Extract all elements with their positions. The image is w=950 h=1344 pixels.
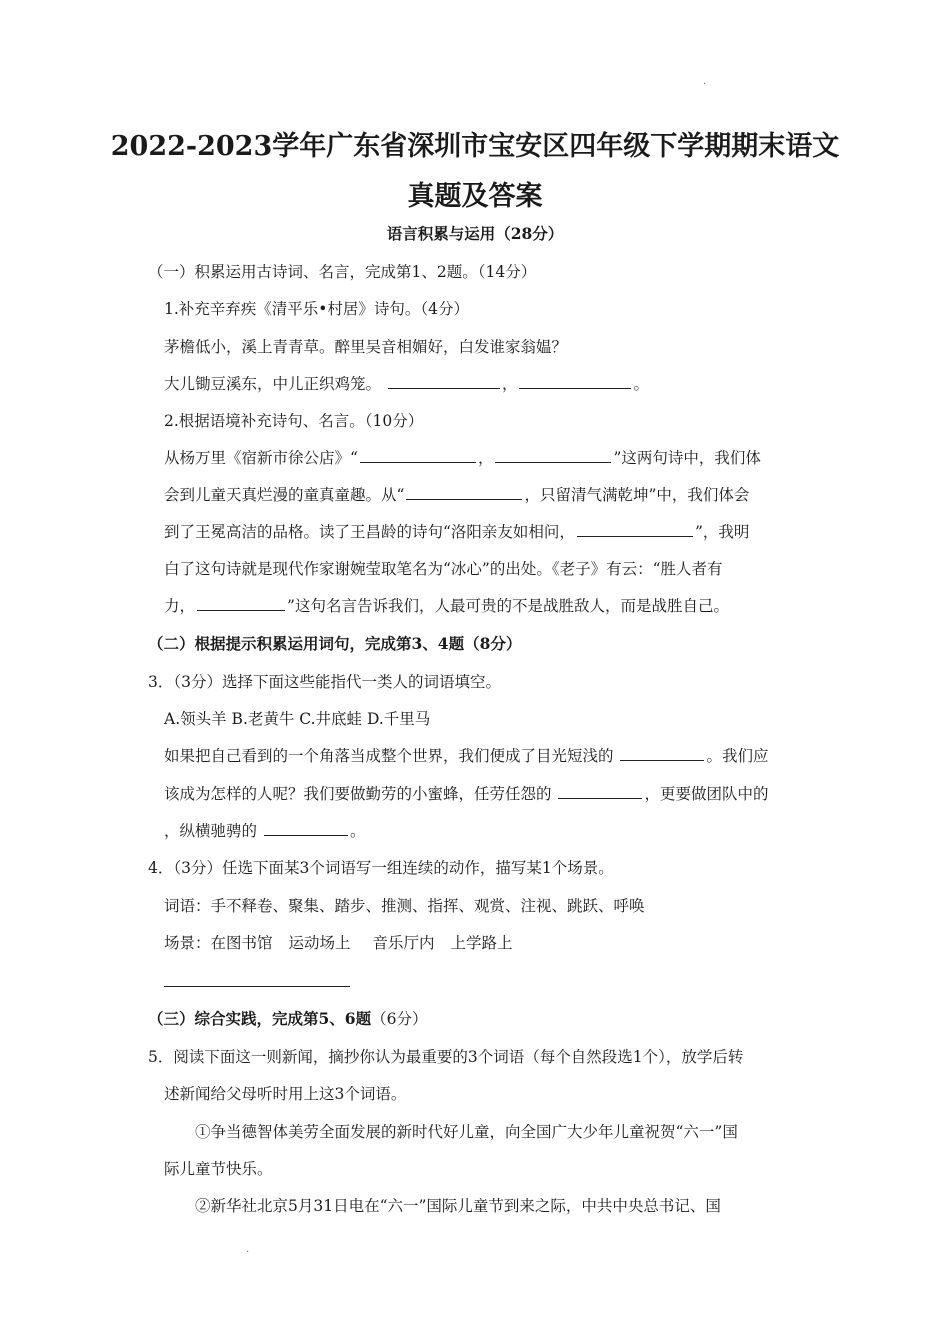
question-3-options: A.领头羊 B.老黄牛 C.井底蛙 D.千里马	[164, 710, 431, 728]
part1-heading: （一）积累运用古诗词、名言，完成第1、2题。（14分）	[148, 263, 537, 281]
q2-line-3-a: 到了王冕高洁的品格。读了王昌龄的诗句“洛阳亲友如相问，	[164, 523, 575, 541]
q3-line-2-b: ，更要做团队中的	[644, 785, 769, 803]
q2-line-5-b: ”这句名言告诉我们，人最可贵的不是战胜敌人，而是战胜自己。	[287, 597, 729, 615]
q2-line-1	[164, 448, 761, 468]
answer-blank[interactable]	[406, 485, 522, 500]
question-5-line-1: 5．阅读下面这一则新闻，摘抄你认为最重要的3个词语（每个自然段选1个），放学后转	[148, 1048, 744, 1066]
q3-line-1-b: 。我们应	[706, 747, 769, 765]
q2-line-2-a: 会到儿童天真烂漫的童真童趣。从“	[164, 486, 405, 504]
answer-line[interactable]	[164, 986, 350, 987]
scan-dot: .	[703, 76, 707, 87]
part3-heading	[148, 1009, 427, 1029]
q3-line-1	[164, 746, 768, 766]
question-5-line-2: 述新闻给父母听时用上这3个词语。	[164, 1085, 407, 1103]
q3-line-2-a: 该成为怎样的人呢？我们要做勤劳的小蜜蜂，任劳任怨的	[164, 785, 552, 803]
q2-line-2-b: ，只留清气满乾坤”中，我们体会	[524, 486, 750, 504]
question-4-words: 词语：手不释卷、聚集、踏步、推测、指挥、观赏、注视、跳跃、呼唤	[164, 897, 645, 915]
answer-blank[interactable]	[360, 448, 476, 463]
answer-blank[interactable]	[197, 596, 285, 611]
scene-1: 场景：在图书馆	[164, 934, 273, 952]
answer-blank[interactable]	[577, 522, 693, 537]
q2-line-1-c: ”这两句诗中，我们体	[613, 449, 761, 467]
q2-line-3	[164, 522, 749, 542]
question-3: 3．（3分）选择下面这些能指代一类人的词语填空。	[148, 673, 501, 691]
news-para-1-line-1: ①争当德智体美劳全面发展的新时代好儿童，向全国广大少年儿童祝贺“六一”国	[195, 1123, 738, 1141]
answer-blank[interactable]	[620, 746, 704, 761]
document-title-line1: 2022-2023学年广东省深圳市宝安区四年级下学期期末语文	[110, 131, 840, 162]
q2-line-5-a: 力，	[164, 597, 196, 615]
answer-blank[interactable]	[264, 821, 348, 836]
question-4-scenes	[164, 933, 513, 953]
answer-blank[interactable]	[388, 374, 500, 389]
news-para-2-line-1: ②新华社北京5月31日电在“六一”国际儿童节到来之际，中共中央总书记、国	[195, 1197, 721, 1215]
answer-blank[interactable]	[495, 448, 611, 463]
scene-4: 上学路上	[450, 934, 513, 952]
scene-3: 音乐厅内	[372, 934, 435, 952]
scene-2: 运动场上	[288, 934, 351, 952]
part2-heading: （二）根据提示积累运用词句，完成第3、4题（8分）	[148, 634, 522, 653]
question-1: 1.补充辛弃疾《清平乐•村居》诗句。（4分）	[164, 300, 470, 318]
q3-line-2	[164, 784, 768, 804]
comma: ，	[477, 449, 494, 467]
q2-line-2	[164, 485, 749, 505]
period: 。	[633, 375, 649, 393]
question-4: 4．（3分）任选下面某3个词语写一组连续的动作，描写某1个场景。	[148, 859, 614, 877]
news-para-1-line-2: 际儿童节快乐。	[164, 1160, 273, 1178]
poem-line-2-text: 大儿锄豆溪东，中儿正织鸡笼。	[164, 375, 382, 393]
q3-line-1-a: 如果把自己看到的一个角落当成整个世界，我们便成了目光短浅的	[164, 747, 614, 765]
poem-line-1: 茅檐低小，溪上青青草。醉里吴音相媚好，白发谁家翁媪？	[164, 338, 568, 356]
q2-line-3-b: ”，我明	[694, 523, 750, 541]
document-title-line2: 真题及答案	[407, 181, 543, 212]
part3-heading-bold: （三）综合实践，完成第5、6题	[148, 1009, 372, 1028]
comma: ，	[501, 375, 518, 393]
poem-line-2	[164, 374, 649, 394]
q3-line-3-b: 。	[349, 822, 366, 840]
answer-blank[interactable]	[519, 374, 631, 389]
q3-line-3	[164, 821, 365, 841]
part3-heading-score: （6分）	[371, 1010, 428, 1028]
q2-line-1-a: 从杨万里《宿新市徐公店》“	[164, 449, 358, 467]
section-heading: 语言积累与运用（28分）	[386, 224, 564, 243]
q2-line-5	[164, 596, 729, 616]
scan-dot: .	[246, 1244, 250, 1255]
answer-blank[interactable]	[558, 784, 642, 799]
q2-line-4: 白了这句诗就是现代作家谢婉莹取笔名为“冰心”的出处。《老子》有云：“胜人者有	[164, 560, 723, 578]
question-2: 2.根据语境补充诗句、名言。（10分）	[164, 412, 424, 430]
q3-line-3-a: ，纵横驰骋的	[164, 822, 258, 840]
